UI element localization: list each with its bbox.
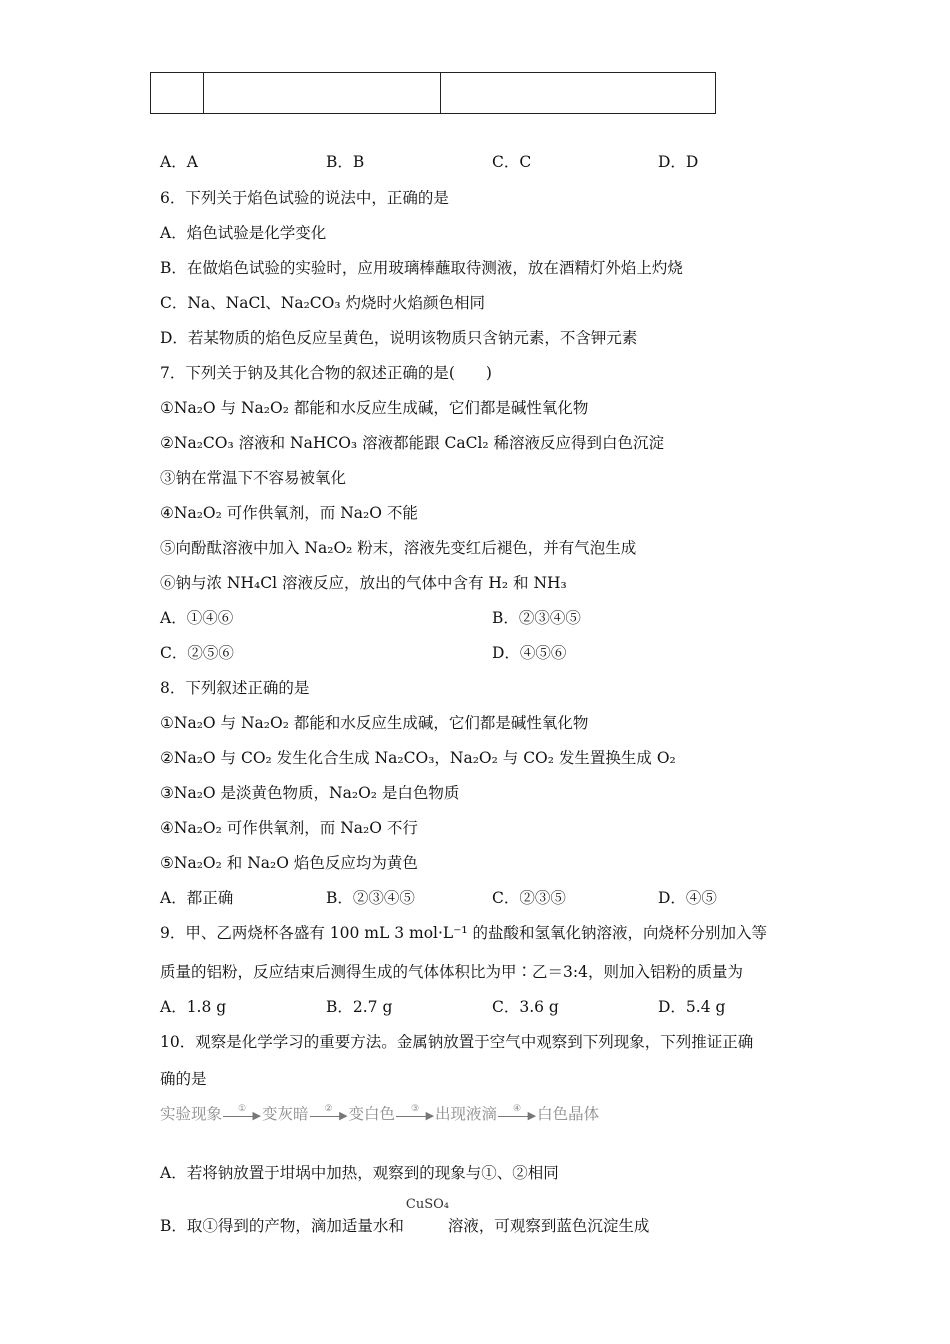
answer-table [150,72,716,114]
q7-statement-2: ②Na₂CO₃ 溶液和 NaHCO₃ 溶液都能跟 CaCl₂ 稀溶液反应得到白色沉淀 [160,434,665,452]
flow-step: 实验现象 [160,1105,223,1123]
q8-statement-3: ③Na₂O 是淡黄色物质，Na₂O₂ 是白色物质 [160,784,460,802]
q5-option-a: A．A [160,153,198,171]
table-row [151,73,716,114]
flow-step: 变灰暗 [262,1105,309,1123]
q6-option-b: B．在做焰色试验的实验时，应用玻璃棒蘸取待测液，放在酒精灯外焰上灼烧 [160,259,683,277]
q6-option-a: A．焰色试验是化学变化 [160,224,327,242]
q10-option-b-reagent-box [404,1197,450,1231]
q10-option-b-prefix: B．取①得到的产物，滴加适量水和 [160,1217,404,1235]
q10-stem-line-2: 确的是 [160,1070,207,1088]
q5-option-c: C．C [492,153,532,171]
q9-option-c: C．3.6 g [492,998,559,1016]
q7-statement-4: ④Na₂O₂ 可作供氧剂，而 Na₂O 不能 [160,504,418,522]
q8-statement-1: ①Na₂O 与 Na₂O₂ 都能和水反应生成碱，它们都是碱性氧化物 [160,714,589,732]
q8-option-d: D．④⑤ [658,889,717,907]
q8-statement-2: ②Na₂O 与 CO₂ 发生化合生成 Na₂CO₃，Na₂O₂ 与 CO₂ 发生置换生成 O₂ [160,749,676,767]
q10-stem-line-1: 10．观察是化学学习的重要方法。金属钠放置于空气中观察到下列现象，下列推证正确 [160,1033,754,1051]
q7-option-c: C．②⑤⑥ [160,644,234,662]
flow-arrow-icon: ① ▶ [222,1105,262,1125]
q8-statement-4: ④Na₂O₂ 可作供氧剂，而 Na₂O 不行 [160,819,418,837]
q7-option-b: B．②③④⑤ [492,609,581,627]
q6-stem: 6．下列关于焰色试验的说法中，正确的是 [160,189,449,207]
q9-option-b: B．2.7 g [326,998,393,1016]
q7-option-a: A．①④⑥ [160,609,234,627]
flow-arrow-label: ② [324,1104,333,1114]
flow-step: 变白色 [348,1105,396,1123]
q7-stem: 7．下列关于钠及其化合物的叙述正确的是( ) [160,364,492,382]
q9-stem-line-2: 质量的铝粉，反应结束后测得生成的气体体积比为甲∶乙＝3:4，则加入铝粉的质量为 [160,963,743,981]
q6-option-d: D．若某物质的焰色反应呈黄色，说明该物质只含钠元素，不含钾元素 [160,329,638,347]
flow-arrow-label: ④ [513,1104,522,1114]
flow-arrow-label: ③ [411,1104,420,1114]
flow-step: 白色晶体 [537,1105,600,1123]
q8-option-a: A．都正确 [160,889,234,907]
q10-option-a: A．若将钠放置于坩埚中加热，观察到的现象与①、②相同 [160,1164,559,1182]
flow-step: 出现液滴 [435,1105,498,1123]
q10-option-b [160,1197,650,1236]
q10-flow-diagram [160,1104,599,1125]
q7-statement-5: ⑤向酚酞溶液中加入 Na₂O₂ 粉末，溶液先变红后褪色，并有气泡生成 [160,539,637,557]
q9-option-a: A．1.8 g [160,998,227,1016]
q7-statement-3: ③钠在常温下不容易被氧化 [160,469,347,487]
q9-option-d: D．5.4 g [658,998,726,1016]
flow-arrow-icon: ③ ▶ [395,1105,435,1125]
q8-statement-5: ⑤Na₂O₂ 和 Na₂O 焰色反应均为黄色 [160,854,418,872]
q5-option-b: B．B [326,153,365,171]
q7-option-d: D．④⑤⑥ [492,644,567,662]
q8-option-b: B．②③④⑤ [326,889,415,907]
q5-option-d: D．D [658,153,699,171]
q7-statement-1: ①Na₂O 与 Na₂O₂ 都能和水反应生成碱，它们都是碱性氧化物 [160,399,589,417]
table-cell [151,73,204,114]
q9-stem-line-1: 9．甲、乙两烧杯各盛有 100 mL 3 mol·L⁻¹ 的盐酸和氢氧化钠溶液，向烧杯分别加入等 [160,924,768,942]
flow-arrow-label: ① [237,1104,247,1114]
q10-option-b-reagent: CuSO₄ [405,1197,450,1212]
table-cell [204,73,441,114]
q6-option-c: C．Na、NaCl、Na₂CO₃ 灼烧时火焰颜色相同 [160,294,486,312]
q7-statement-6: ⑥钠与浓 NH₄Cl 溶液反应，放出的气体中含有 H₂ 和 NH₃ [160,574,567,592]
q8-option-c: C．②③⑤ [492,889,566,907]
table-cell [441,73,716,114]
q10-option-b-suffix: 溶液，可观察到蓝色沉淀生成 [447,1217,650,1235]
flow-arrow-icon: ④ ▶ [497,1105,537,1125]
q8-stem: 8．下列叙述正确的是 [160,679,310,697]
flow-arrow-icon: ② ▶ [309,1105,349,1125]
